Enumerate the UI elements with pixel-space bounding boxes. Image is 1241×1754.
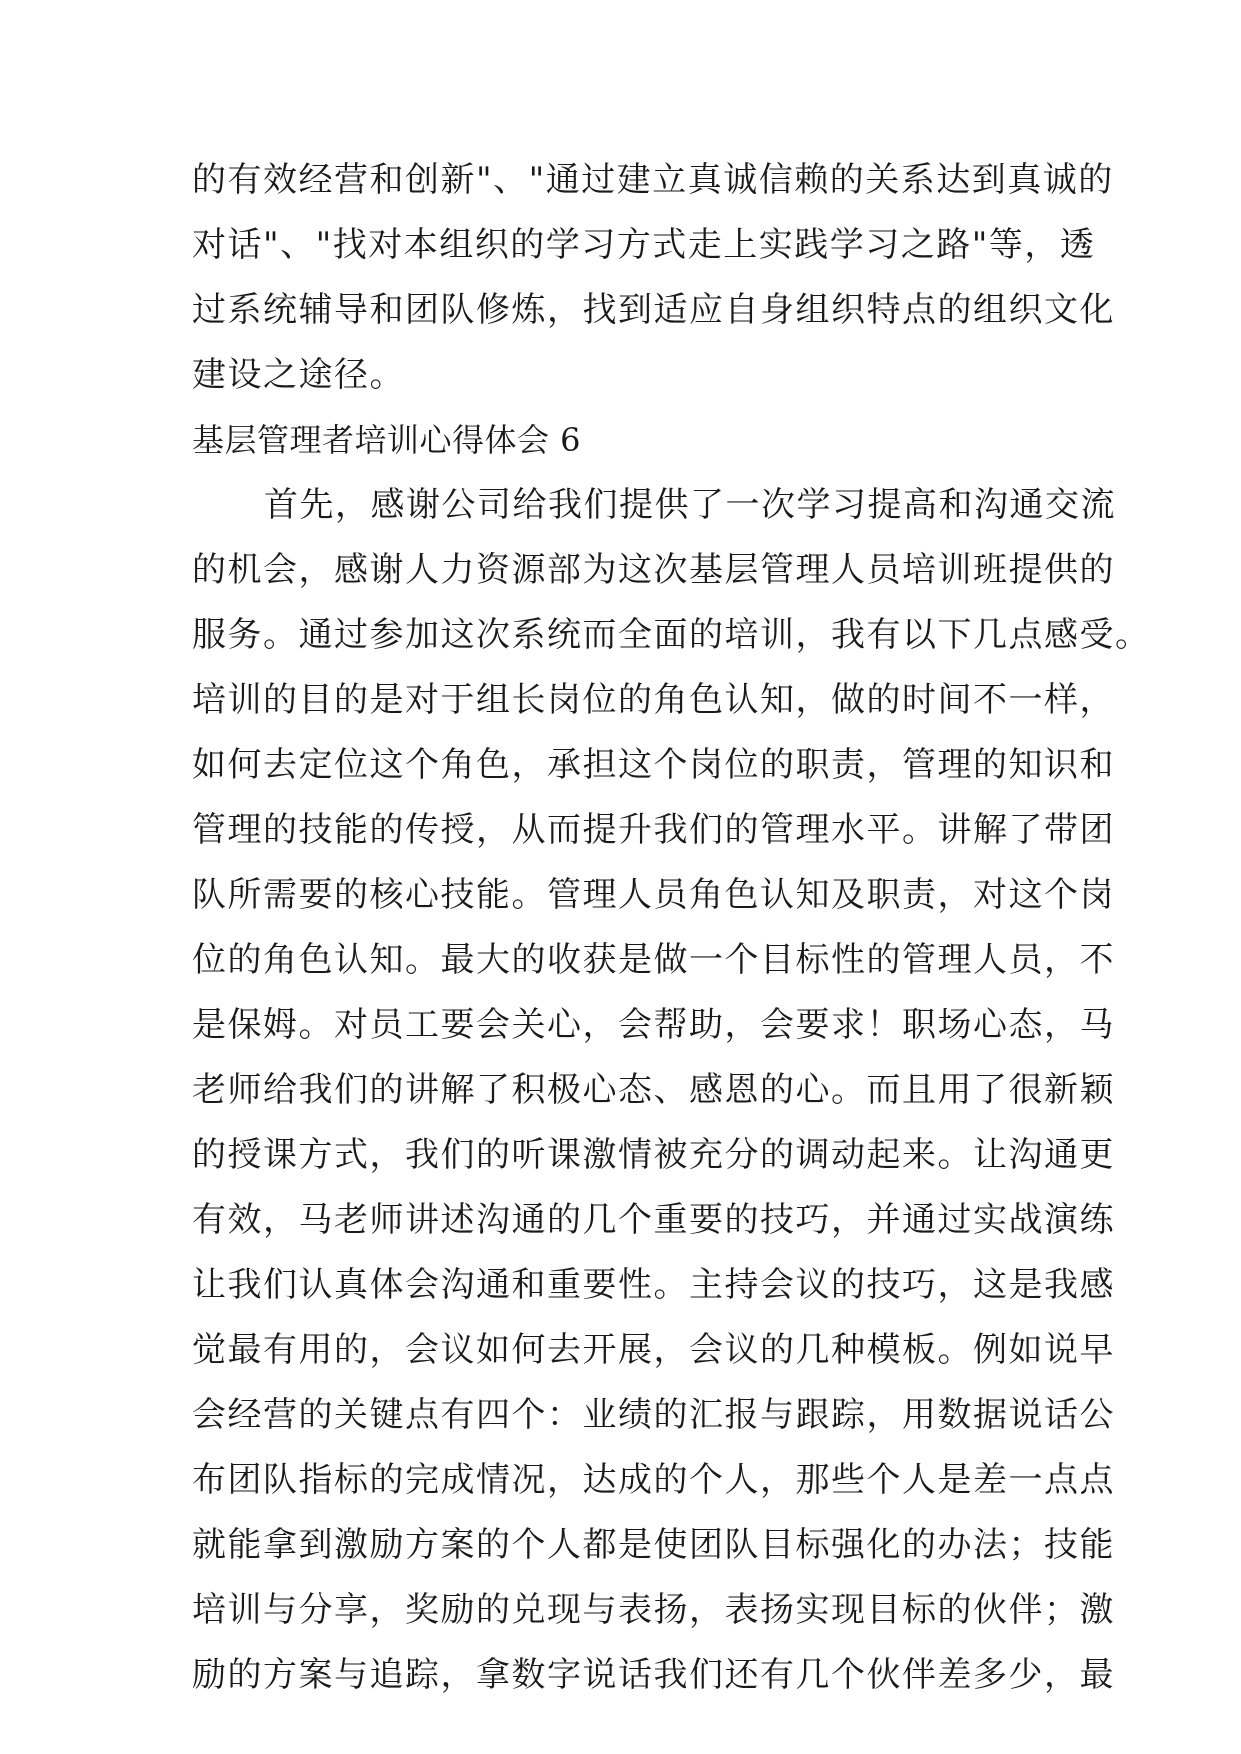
top-paragraph-line: 过系统辅导和团队修炼，找到适应自身组织特点的组织文化	[192, 290, 1115, 330]
body-paragraph-line: 培训的目的是对于组长岗位的角色认知，做的时间不一样，	[192, 680, 1115, 720]
section-heading: 基层管理者培训心得体会 6	[192, 421, 582, 459]
document-text	[192, 148, 1151, 1708]
top-paragraph-line: 的有效经营和创新"、"通过建立真诚信赖的关系达到真诚的	[192, 160, 1114, 200]
body-paragraph-line: 觉最有用的，会议如何去开展，会议的几种模板。例如说早	[192, 1330, 1115, 1370]
body-paragraph-line: 的机会，感谢人力资源部为这次基层管理人员培训班提供的	[192, 550, 1115, 590]
body-paragraph-line: 队所需要的核心技能。管理人员角色认知及职责，对这个岗	[192, 875, 1115, 915]
body-paragraph-line: 的授课方式，我们的听课激情被充分的调动起来。让沟通更	[192, 1135, 1115, 1175]
top-paragraph-line: 对话"、"找对本组织的学习方式走上实践学习之路"等，透	[192, 225, 1096, 265]
top-paragraph-line: 建设之途径。	[192, 355, 405, 395]
body-paragraph-line: 首先，感谢公司给我们提供了一次学习提高和沟通交流	[264, 485, 1116, 525]
body-paragraph-line: 服务。通过参加这次系统而全面的培训，我有以下几点感受。	[192, 615, 1151, 655]
body-paragraph-line: 管理的技能的传授，从而提升我们的管理水平。讲解了带团	[192, 810, 1115, 850]
body-paragraph-line: 是保姆。对员工要会关心，会帮助，会要求！职场心态，马	[192, 1005, 1115, 1045]
body-paragraph-line: 培训与分享，奖励的兑现与表扬，表扬实现目标的伙伴；激	[192, 1590, 1115, 1630]
body-paragraph-line: 有效，马老师讲述沟通的几个重要的技巧，并通过实战演练	[192, 1200, 1115, 1240]
body-paragraph-line: 如何去定位这个角色，承担这个岗位的职责，管理的知识和	[192, 745, 1115, 785]
body-paragraph-line: 就能拿到激励方案的个人都是使团队目标强化的办法；技能	[192, 1525, 1115, 1565]
body-paragraph-line: 位的角色认知。最大的收获是做一个目标性的管理人员，不	[192, 940, 1115, 980]
body-paragraph-line: 励的方案与追踪，拿数字说话我们还有几个伙伴差多少，最	[192, 1655, 1115, 1695]
body-paragraph-line: 让我们认真体会沟通和重要性。主持会议的技巧，这是我感	[192, 1265, 1115, 1305]
body-paragraph-line: 会经营的关键点有四个：业绩的汇报与跟踪，用数据说话公	[192, 1395, 1115, 1435]
body-paragraph-line: 布团队指标的完成情况，达成的个人，那些个人是差一点点	[192, 1460, 1115, 1500]
body-paragraph-line: 老师给我们的讲解了积极心态、感恩的心。而且用了很新颖	[192, 1070, 1115, 1110]
